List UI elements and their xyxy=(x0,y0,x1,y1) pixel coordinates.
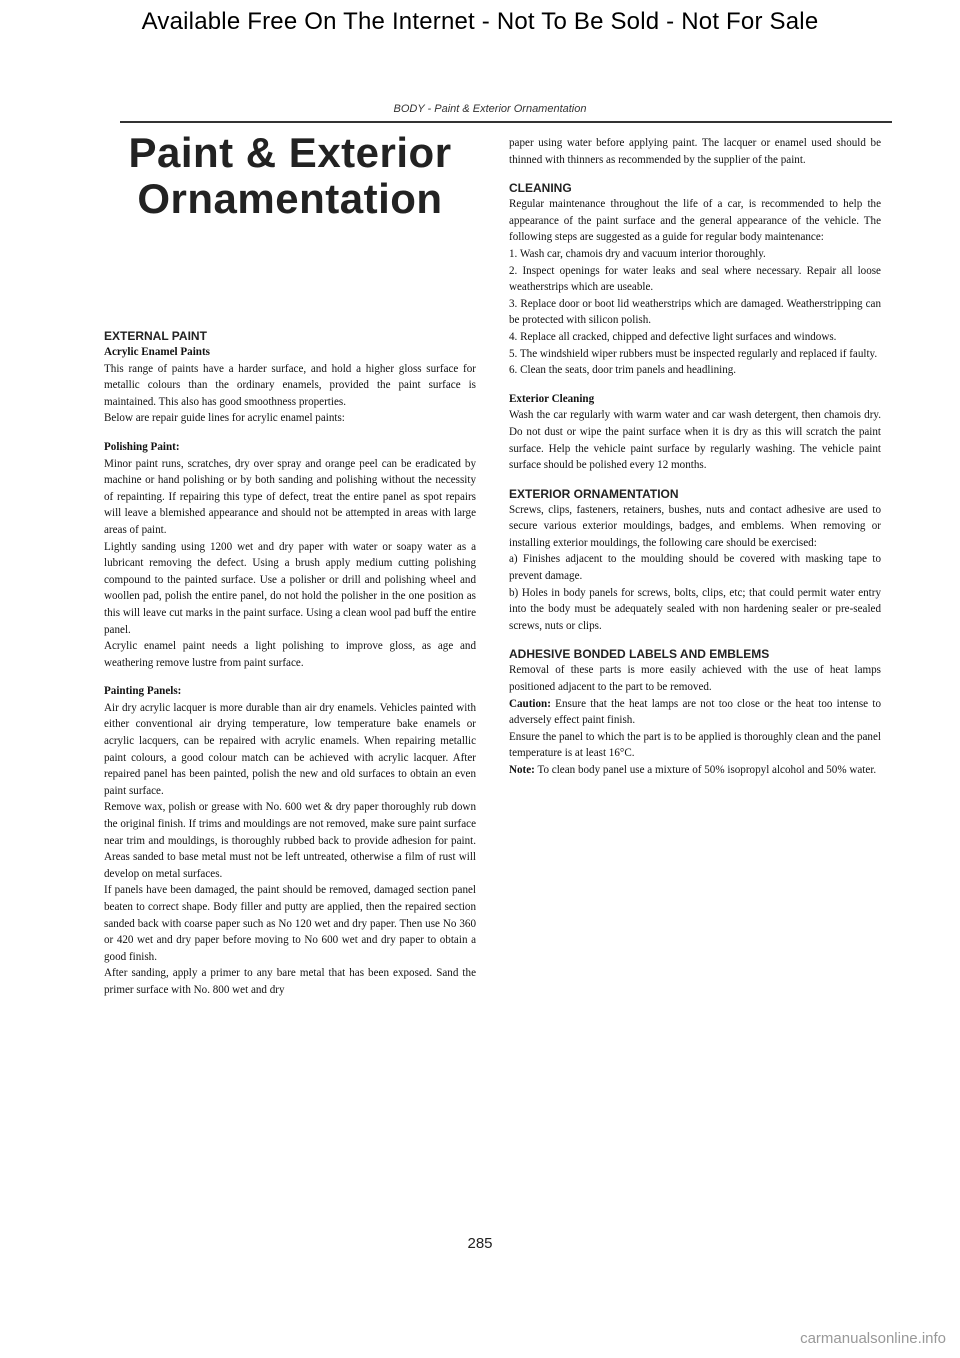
continued-paragraph: paper using water before applying paint. The lacquer or enamel used should be thinned with thinners as recommended by the supplier of the paint. xyxy=(509,137,881,166)
subhead-acrylic: Acrylic Enamel Paints xyxy=(104,346,210,358)
caution-paragraph xyxy=(509,696,881,729)
caution-label: Caution: xyxy=(509,697,551,710)
cleaning-step-5: 5. The windshield wiper rubbers must be inspected regularly and replaced if faulty. xyxy=(509,347,878,360)
acrylic-paragraph-1: This range of paints have a harder surface, and hold a higher gloss surface for metallic colours than the ordinary enamels, provided the paint surface is maintained. This also has good smoothness properties. xyxy=(104,362,476,408)
subhead-painting: Painting Panels: xyxy=(104,685,182,698)
adhesive-paragraph-2: Ensure the panel to which the part is to be applied is thoroughly clean and the panel temperature is at least 16°C. xyxy=(509,730,881,760)
cleaning-step-3: 3. Replace door or boot lid weatherstrips which are damaged. Weatherstripping can be protected with silicon polish. xyxy=(509,297,881,327)
header-rule xyxy=(120,121,892,123)
section-external-paint: EXTERNAL PAINT xyxy=(104,329,207,343)
acrylic-paragraph-2: Below are repair guide lines for acrylic enamel paints: xyxy=(104,412,345,425)
exterior-cleaning-paragraph: Wash the car regularly with warm water and car wash detergent, then chamois dry. Do not dust or wipe the paint surface when it is dry as this will scratch the paint surface. Help the vehicle paint surface by regularly washing. The vehicle paint surface should be polished every 12 months. xyxy=(509,409,881,472)
cleaning-step-6: 6. Clean the seats, door trim panels and headlining. xyxy=(509,364,737,377)
ornamentation-paragraph: Screws, clips, fasteners, retainers, bushes, nuts and contact adhesive are used to secure various exterior mouldings, badges, and emblems. When removing or installing exterior mouldings, the following care should be exercised: xyxy=(509,503,881,549)
painting-paragraph-3: If panels have been damaged, the paint should be removed, damaged section panel beaten to correct shape. Body filler and putty are applied, then the repaired section sanded back with coarse paper such as No 120 wet and dry paper. Then use No 360 or 420 wet and dry paper before moving to No 600 wet and dry paper to obtain a good finish. xyxy=(104,884,476,963)
ornamentation-item-b: b) Holes in body panels for screws, bolts, clips, etc; that could permit water entry into the body must be adequately sealed with non hardening sealer or pre-sealed screws, nuts or clips. xyxy=(509,586,881,632)
section-exterior-ornamentation: EXTERIOR ORNAMENTATION xyxy=(509,486,679,501)
painting-paragraph-1: Air dry acrylic lacquer is more durable than air dry enamels. Vehicles painted with either conventional air drying temperature, low temperature bake enamels or acrylic lacquers, can be repaired with acrylic enamels. When repairing metallic paint colours, a good colour match can be achieved with acrylic lacquer. After repaired panel has been painted, polish the new and old surfaces to obtain an even paint surface. xyxy=(104,701,476,797)
note-label: Note: xyxy=(509,764,535,776)
title-line-2: Ornamentation xyxy=(137,175,443,222)
painting-paragraph-2: Remove wax, polish or grease with No. 600 wet & dry paper thoroughly rub down the original finish. If trims and mouldings are not removed, make sure paint surface near trim and mouldings, is thoroughly rubbed back to provide adhesion for paint. Areas sanded to base metal must not be left untreated, otherwise a film of rust will develop on metal surfaces. xyxy=(104,801,476,880)
section-adhesive-bonded: ADHESIVE BONDED LABELS AND EMBLEMS xyxy=(509,647,770,662)
polishing-paragraph-1: Minor paint runs, scratches, dry over spray and orange peel can be eradicated by machine or hand polishing or by both sanding and polishing without the necessity of repainting. If repairing this type of defect, treat the entire panel as spot repairs will leave a blemished appearance and should not be attempted in areas with large areas of paint. xyxy=(104,457,476,536)
painting-paragraph-4: After sanding, apply a primer to any bare metal that has been exposed. Sand the primer surface with No. 800 wet and dry xyxy=(104,967,476,996)
title-line-1: Paint & Exterior xyxy=(128,129,452,176)
subhead-polishing: Polishing Paint: xyxy=(104,440,180,453)
note-text: To clean body panel use a mixture of 50% isopropyl alcohol and 50% water. xyxy=(534,764,877,776)
cleaning-step-1: 1. Wash car, chamois dry and vacuum interior thoroughly. xyxy=(509,247,766,260)
left-column xyxy=(104,130,476,999)
page-number: 285 xyxy=(467,1235,493,1252)
subhead-exterior-cleaning: Exterior Cleaning xyxy=(509,392,595,405)
ornamentation-item-a: a) Finishes adjacent to the moulding should be covered with masking tape to prevent damage. xyxy=(509,553,881,583)
note-paragraph xyxy=(509,762,881,779)
section-cleaning: CLEANING xyxy=(509,181,572,196)
polishing-paragraph-2: Lightly sanding using 1200 wet and dry paper with water or soapy water as a lubricant removing the defect. Using a brush apply medium cutting polishing compound to the painted surface. Use a polisher or drill and polishing wheel and woollen pad, polish the entire panel, do not hold the polisher in the one position as this will leave cut marks in the paint surface. Using a clean wool pad buff the entire panel. xyxy=(104,540,476,636)
polishing-paragraph-3: Acrylic enamel paint needs a light polishing to improve gloss, as age and weathering remove lustre from paint surface. xyxy=(104,640,476,669)
site-watermark: carmanualsonline.info xyxy=(800,1330,946,1347)
caution-text: Ensure that the heat lamps are not too close or the heat too intense to adversely effect paint finish. xyxy=(509,697,881,727)
right-column xyxy=(509,135,881,779)
running-head: BODY - Paint & Exterior Ornamentation xyxy=(393,103,587,115)
page-title xyxy=(104,130,476,222)
cleaning-step-4: 4. Replace all cracked, chipped and defective light surfaces and windows. xyxy=(509,330,837,343)
adhesive-paragraph-1: Removal of these parts is more easily achieved with the use of heat lamps positioned adjacent to the part to be removed. xyxy=(509,664,881,694)
cleaning-step-2: 2. Inspect openings for water leaks and seal where necessary. Repair all loose weatherstrips which are useable. xyxy=(509,264,881,294)
availability-banner: Available Free On The Internet - Not To Be Sold - Not For Sale xyxy=(141,8,819,35)
cleaning-paragraph: Regular maintenance throughout the life of a car, is recommended to help the appearance of the paint surface and the general appearance of the vehicle. The following steps are suggested as a guide for regular body maintenance: xyxy=(509,198,881,244)
